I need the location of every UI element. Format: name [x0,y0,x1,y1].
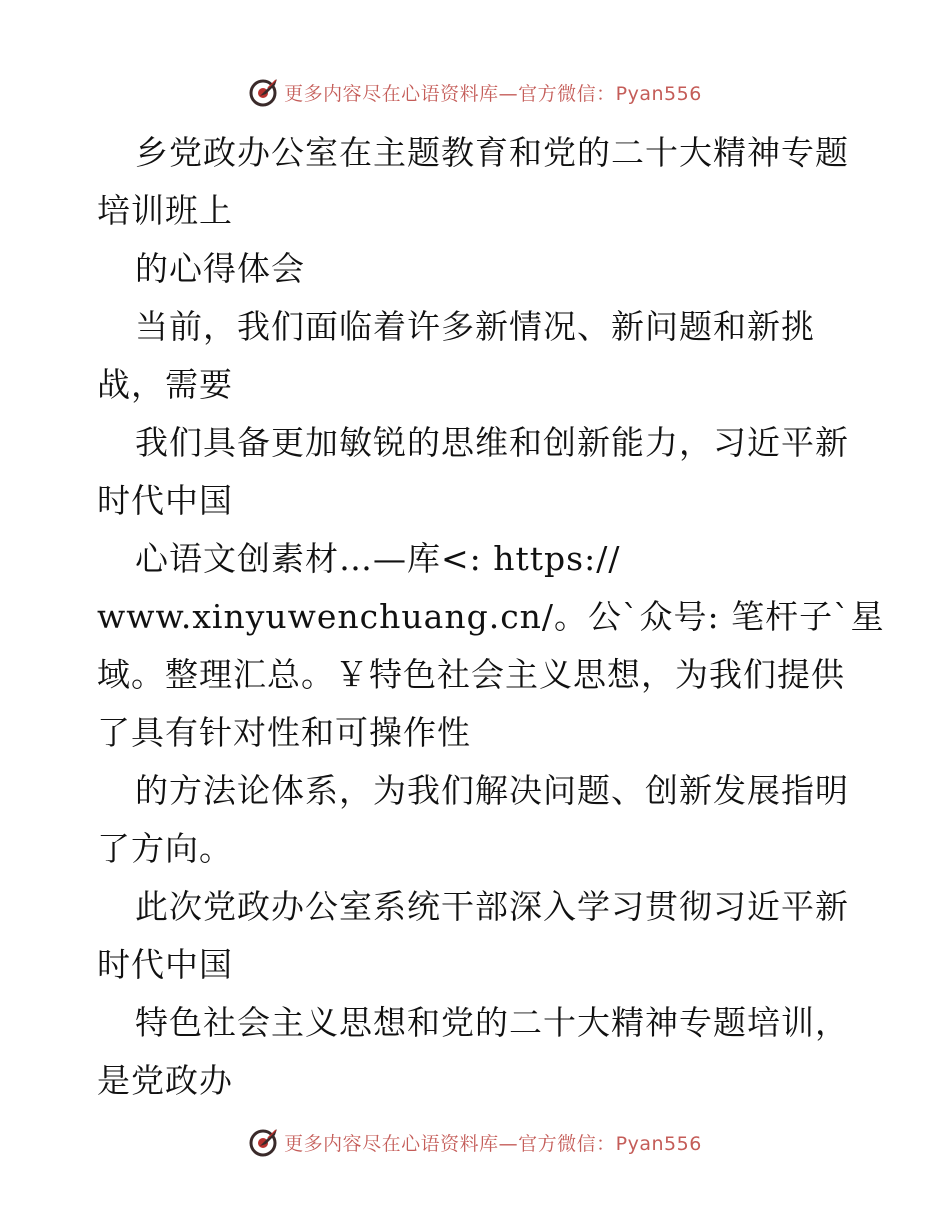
document-line: 的心得体会 [135,249,305,288]
document-line: 心语文创素材…—库<: https:// [135,539,621,578]
document-line: 时代中国 [97,945,233,984]
document-line: 的方法论体系，为我们解决问题、创新发展指明 [135,771,849,810]
document-line: 了方向。 [97,829,233,868]
header-banner [0,72,950,112]
document-line: 此次党政办公室系统干部深入学习贯彻习近平新 [135,887,849,926]
footer-banner-text: 更多内容尽在心语资料库—官方微信：Pyan556 [284,1132,702,1155]
document-line: 当前，我们面临着许多新情况、新问题和新挑 [135,307,815,346]
footer-banner [0,1122,950,1162]
document-line: 时代中国 [97,481,233,520]
document-body [97,124,885,1110]
document-line: 培训班上 [97,191,233,230]
document-line: 了具有针对性和可操作性 [97,713,471,752]
quill-logo-icon [248,1126,280,1158]
header-banner-text: 更多内容尽在心语资料库—官方微信：Pyan556 [284,82,702,105]
document-line: 特色社会主义思想和党的二十大精神专题培训， [135,1003,849,1042]
quill-logo-icon [248,76,280,108]
document-line: 我们具备更加敏锐的思维和创新能力，习近平新 [135,423,849,462]
document-line: 域。整理汇总。￥特色社会主义思想，为我们提供 [97,655,845,694]
document-line: 战，需要 [97,365,233,404]
document-line: 是党政办 [97,1061,233,1100]
document-line: 乡党政办公室在主题教育和党的二十大精神专题 [135,133,849,172]
document-line: www.xinyuwenchuang.cn/。公`众号: 笔杆子`星 [97,597,885,636]
